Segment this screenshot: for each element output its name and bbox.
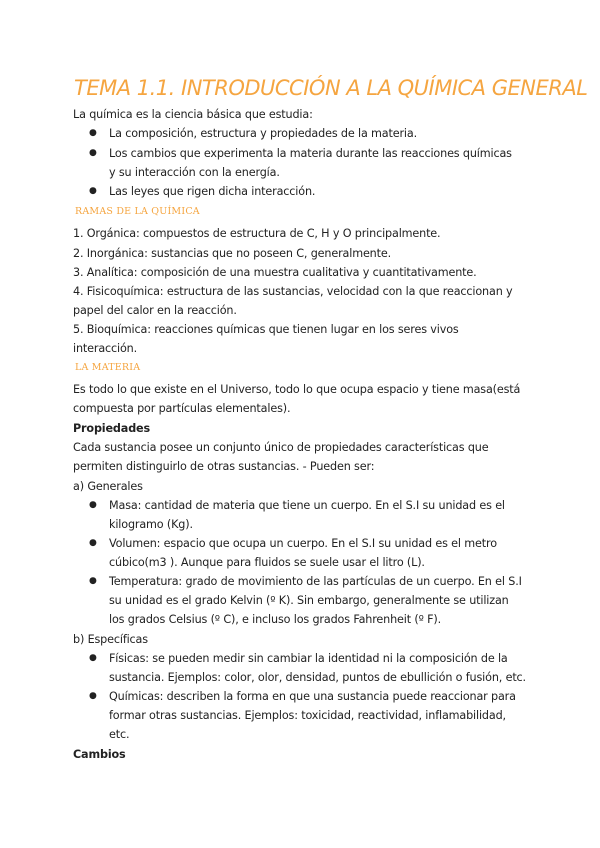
propiedades-heading: Propiedades [73,422,150,435]
list-item-continued: los grados Celsius (º C), e incluso los grados Fahrenheit (º F). [109,613,442,626]
propiedades-text: permiten distinguirlo de otras sustancias. - Pueden ser: [73,460,375,473]
list-item: Los cambios que experimenta la materia durante las reacciones químicas [109,147,512,160]
rama-item-continued: interacción. [73,342,138,355]
list-item: Químicas: describen la forma en que una sustancia puede reaccionar para [109,690,516,703]
rama-item: 1. Orgánica: compuestos de estructura de C, H y O principalmente. [73,227,441,240]
rama-item: 2. Inorgánica: sustancias que no poseen C, generalmente. [73,247,391,260]
rama-item-continued: papel del calor en la reacción. [73,304,237,317]
bullet-icon: ● [89,691,97,701]
page-title: TEMA 1.1. INTRODUCCIÓN A LA QUÍMICA GENERAL [74,76,588,100]
materia-definition-continued: compuesta por partículas elementales). [73,402,291,415]
bullet-icon: ● [89,576,97,586]
list-item-continued: su unidad es el grado Kelvin (º K). Sin embargo, generalmente se utilizan [109,594,509,607]
section-heading-materia: LA MATERIA [75,362,141,373]
bullet-icon: ● [89,500,97,510]
list-item: Masa: cantidad de materia que tiene un cuerpo. En el S.I su unidad es el [109,499,505,512]
list-item-continued: cúbico(m3 ). Aunque para fluidos se suele usar el litro (L). [109,556,425,569]
materia-definition: Es todo lo que existe en el Universo, todo lo que ocupa espacio y tiene masa(está [73,383,521,396]
list-item-continued: etc. [109,728,130,741]
list-item: Las leyes que rigen dicha interacción. [109,185,316,198]
list-item-continued: sustancia. Ejemplos: color, olor, densidad, puntos de ebullición o fusión, etc. [109,671,526,684]
list-item: Físicas: se pueden medir sin cambiar la identidad ni la composición de la [109,652,508,665]
section-heading-ramas: RAMAS DE LA QUÍMICA [75,206,200,217]
rama-item: 5. Bioquímica: reacciones químicas que tienen lugar en los seres vivos [73,323,459,336]
bullet-icon: ● [89,148,97,158]
cambios-heading: Cambios [73,748,126,761]
bullet-icon: ● [89,653,97,663]
list-item: La composición, estructura y propiedades de la materia. [109,127,418,140]
list-item-continued: kilogramo (Kg). [109,518,193,531]
list-item-continued: formar otras sustancias. Ejemplos: toxicidad, reactividad, inflamabilidad, [109,709,506,722]
rama-item: 4. Fisicoquímica: estructura de las sustancias, velocidad con la que reaccionan y [73,285,513,298]
list-item: Temperatura: grado de movimiento de las partículas de un cuerpo. En el S.I [109,575,522,588]
generales-label: a) Generales [73,480,143,493]
especificas-label: b) Específicas [73,633,148,646]
bullet-icon: ● [89,538,97,548]
propiedades-text: Cada sustancia posee un conjunto único de propiedades características que [73,441,489,454]
list-item: Volumen: espacio que ocupa un cuerpo. En el S.I su unidad es el metro [109,537,497,550]
intro-text: La química es la ciencia básica que estudia: [73,108,313,121]
bullet-icon: ● [89,186,97,196]
bullet-icon: ● [89,128,97,138]
list-item-continued: y su interacción con la energía. [109,166,280,179]
rama-item: 3. Analítica: composición de una muestra cualitativa y cuantitativamente. [73,266,477,279]
